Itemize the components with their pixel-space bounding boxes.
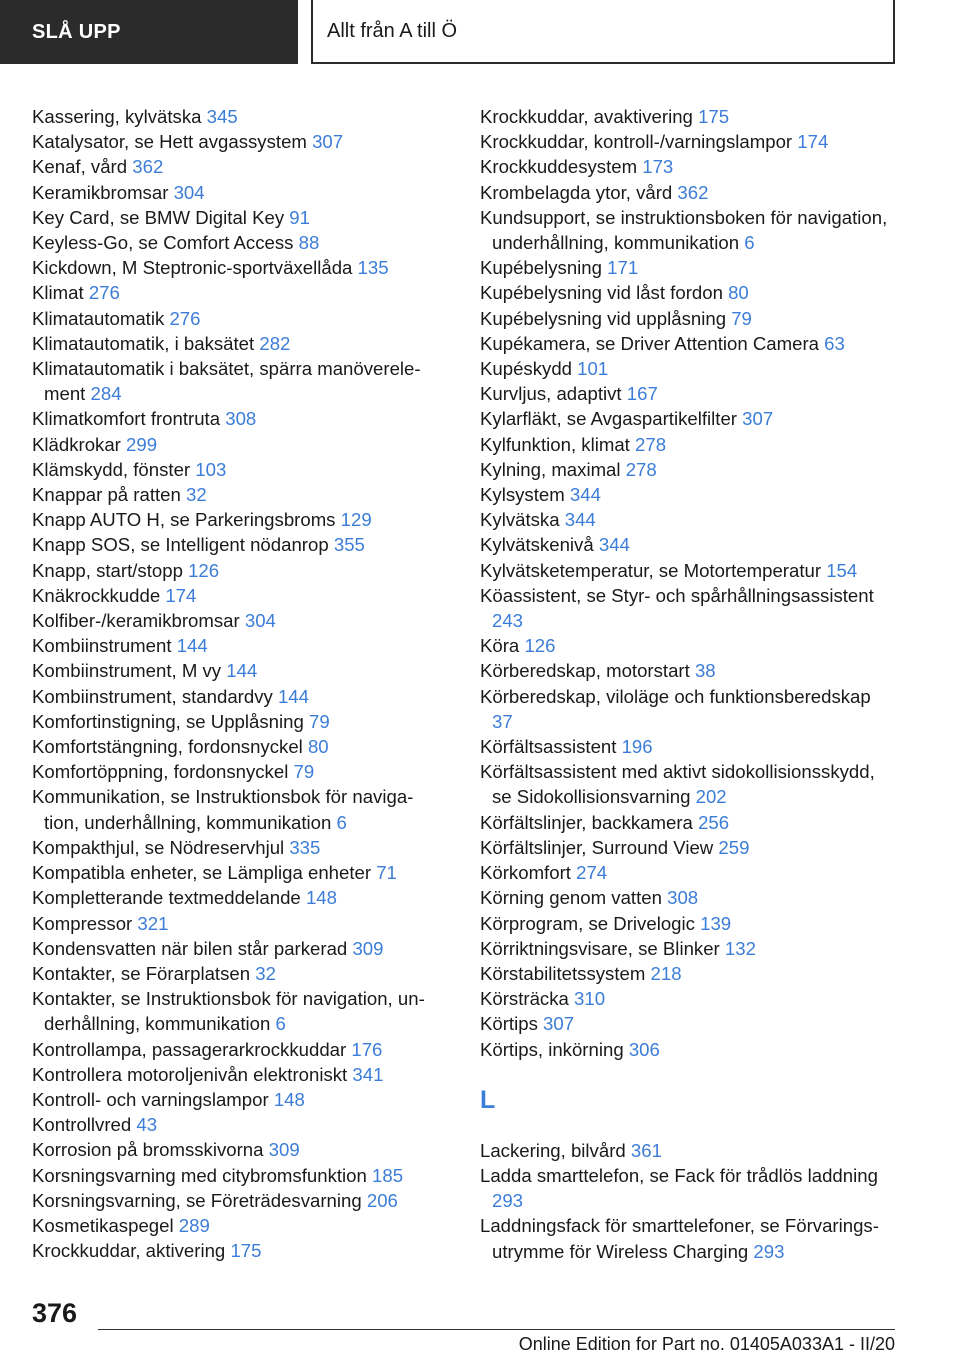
page-reference-link[interactable]: 361 bbox=[630, 1139, 662, 1161]
index-entry bbox=[480, 457, 892, 482]
page-reference-link[interactable]: 176 bbox=[351, 1038, 383, 1060]
index-entry bbox=[32, 986, 437, 1036]
index-entry-text: Körstabilitetssystem bbox=[480, 962, 646, 984]
page-reference-link[interactable]: 310 bbox=[574, 988, 606, 1010]
index-entry-text: Katalysator, se Hett avgassystem bbox=[32, 131, 307, 153]
page-reference-link[interactable]: 144 bbox=[226, 660, 258, 682]
page-reference-link[interactable]: 6 bbox=[336, 811, 347, 833]
index-entry-text: Krockkuddar, avaktivering bbox=[480, 106, 693, 127]
index-entry bbox=[480, 986, 892, 1011]
index-entry-text: Kolfiber-/keramikbromsar bbox=[32, 610, 240, 632]
page-reference-link[interactable]: 88 bbox=[298, 232, 320, 254]
page-reference-link[interactable]: 6 bbox=[744, 232, 755, 254]
index-entry-text: Kompakthjul, se Nödreservhjul bbox=[32, 836, 285, 858]
index-entry bbox=[32, 759, 437, 784]
footer-divider bbox=[98, 1329, 895, 1330]
index-entry bbox=[480, 583, 892, 633]
page-reference-link[interactable]: 335 bbox=[289, 836, 321, 858]
index-entry-text: Körning genom vatten bbox=[480, 887, 662, 909]
index-entry-text: Klimat bbox=[32, 282, 84, 304]
page-reference-link[interactable]: 304 bbox=[173, 181, 205, 203]
page-reference-link[interactable]: 344 bbox=[569, 484, 601, 506]
index-entry-text: Klädkrokar bbox=[32, 433, 121, 455]
page-reference-link[interactable]: 80 bbox=[307, 736, 329, 758]
index-entry bbox=[480, 255, 892, 280]
index-entry-text: Kombiinstrument, standardvy bbox=[32, 685, 273, 707]
index-entry-text: Kylning, maximal bbox=[480, 458, 621, 480]
index-entry bbox=[480, 734, 892, 759]
index-column-left bbox=[32, 104, 437, 1263]
page-reference-link[interactable]: 79 bbox=[731, 307, 752, 329]
index-entry bbox=[32, 583, 437, 608]
index-entry bbox=[32, 331, 437, 356]
page-reference-link[interactable]: 154 bbox=[826, 559, 858, 581]
page-reference-link[interactable]: 309 bbox=[352, 937, 384, 959]
index-entry bbox=[32, 406, 437, 431]
index-entry bbox=[32, 1062, 437, 1087]
index-entry bbox=[32, 1112, 437, 1137]
index-entry-text: Körberedskap, motorstart bbox=[480, 660, 690, 682]
index-entry-text: Körberedskap, viloläge och funktionsberedskap bbox=[480, 685, 871, 707]
page-reference-link[interactable]: 171 bbox=[607, 257, 639, 279]
index-entry bbox=[480, 381, 892, 406]
index-entry-text: Knäkrockkudde bbox=[32, 584, 161, 606]
page-reference-link[interactable]: 321 bbox=[137, 912, 169, 934]
index-entry-text: Krockkuddar, kontroll-/varningslampor bbox=[480, 131, 793, 153]
index-entry-text: Knappar på ratten bbox=[32, 484, 181, 506]
page-reference-link[interactable]: 144 bbox=[176, 635, 208, 657]
page-reference-link[interactable]: 362 bbox=[677, 181, 709, 203]
index-entry bbox=[32, 911, 437, 936]
index-entry-text: Kontrollvred bbox=[32, 1114, 132, 1136]
index-entry bbox=[32, 633, 437, 658]
page-reference-link[interactable]: 79 bbox=[293, 761, 315, 783]
index-entry bbox=[32, 1137, 437, 1162]
index-entry bbox=[32, 860, 437, 885]
index-entry bbox=[480, 356, 892, 381]
index-entry bbox=[32, 104, 437, 129]
index-entry-text: Kylvätsketemperatur, se Motortemperatur bbox=[480, 559, 822, 581]
index-entry-text: Körfältsassistent med aktivt sidokollisionsskydd, se Sidokollisionsvarning bbox=[480, 761, 875, 808]
index-entry bbox=[480, 154, 892, 179]
page-reference-link[interactable]: 174 bbox=[797, 131, 829, 153]
index-entry-text: Körfältslinjer, backkamera bbox=[480, 811, 693, 833]
index-entry-text: Krombelagda ytor, vård bbox=[480, 181, 673, 203]
index-entry-text: Ladda smarttelefon, se Fack för trådlös laddning bbox=[480, 1164, 878, 1186]
index-letter-heading: L bbox=[480, 1085, 496, 1114]
index-entry-text: Kompressor bbox=[32, 912, 133, 934]
index-entry bbox=[32, 457, 437, 482]
index-entry-text: Komfortinstigning, se Upplåsning bbox=[32, 710, 304, 732]
index-entry bbox=[480, 104, 892, 129]
index-entry-text: Kylsystem bbox=[480, 484, 565, 506]
index-entry bbox=[480, 306, 892, 331]
index-entry bbox=[32, 1213, 437, 1238]
page-reference-link[interactable]: 274 bbox=[576, 862, 608, 884]
index-entry-text: Kylvätska bbox=[480, 509, 560, 531]
index-entry-text: Kontakter, se Instruktionsbok för navigation, underhållning, kommunikation bbox=[32, 988, 425, 1035]
page-reference-link[interactable]: 355 bbox=[333, 534, 365, 556]
page-reference-link[interactable]: 196 bbox=[621, 736, 653, 758]
page-reference-link[interactable]: 276 bbox=[169, 307, 201, 329]
index-entry-text: Komfortstängning, fordonsnyckel bbox=[32, 736, 303, 758]
index-entry-text: Kompletterande textmeddelande bbox=[32, 887, 301, 909]
index-entry-text: Körkomfort bbox=[480, 862, 571, 884]
page-reference-link[interactable]: 299 bbox=[126, 433, 158, 455]
index-entry bbox=[480, 205, 892, 255]
index-entry bbox=[480, 532, 892, 557]
page-reference-link[interactable]: 148 bbox=[305, 887, 337, 909]
page-reference-link[interactable]: 63 bbox=[824, 332, 845, 354]
page-reference-link[interactable]: 344 bbox=[598, 534, 630, 556]
page-reference-link[interactable]: 309 bbox=[268, 1139, 300, 1161]
index-entry-text: Keramikbromsar bbox=[32, 181, 169, 203]
index-entry-text: Knapp, start/stopp bbox=[32, 559, 183, 581]
index-entry bbox=[32, 961, 437, 986]
index-entry-text: Klimatautomatik i baksätet, spärra manöverelement bbox=[32, 358, 421, 405]
page-reference-link[interactable]: 32 bbox=[255, 962, 276, 984]
page-reference-link[interactable]: 132 bbox=[724, 937, 756, 959]
index-entry bbox=[480, 180, 892, 205]
index-entry-text: Kupébelysning vid upplåsning bbox=[480, 307, 727, 329]
index-entry bbox=[32, 432, 437, 457]
index-entry bbox=[480, 810, 892, 835]
page-reference-link[interactable]: 103 bbox=[195, 458, 227, 480]
index-entry bbox=[480, 1138, 892, 1163]
index-entry bbox=[32, 482, 437, 507]
page-reference-link[interactable]: 175 bbox=[230, 1240, 262, 1262]
page-reference-link[interactable]: 307 bbox=[312, 131, 344, 153]
index-entry bbox=[32, 1163, 437, 1188]
index-entry-text: Lackering, bilvård bbox=[480, 1139, 626, 1161]
index-entry bbox=[32, 507, 437, 532]
index-entry-text: Klimatautomatik, i baksätet bbox=[32, 332, 255, 354]
index-entry bbox=[32, 1087, 437, 1112]
index-column-right bbox=[480, 104, 892, 1264]
page-reference-link[interactable]: 167 bbox=[626, 383, 658, 405]
index-entry-text: Köassistent, se Styr- och spårhållningsassistent bbox=[480, 584, 874, 606]
page-reference-link[interactable]: 308 bbox=[225, 408, 257, 430]
index-entry bbox=[32, 129, 437, 154]
index-entry-text: Kupébelysning vid låst fordon bbox=[480, 282, 723, 304]
index-entry-text: Laddningsfack för smarttelefoner, se Förvaringsutrymme för Wireless Charging bbox=[480, 1215, 879, 1262]
index-entry-text: Kenaf, vård bbox=[32, 156, 128, 178]
index-entry bbox=[32, 280, 437, 305]
page-reference-link[interactable]: 185 bbox=[372, 1164, 404, 1186]
index-entry-text: Kurvljus, adaptivt bbox=[480, 383, 622, 405]
page-reference-link[interactable]: 293 bbox=[753, 1240, 785, 1262]
index-entry bbox=[32, 658, 437, 683]
index-entry-text: Kombiinstrument, M vy bbox=[32, 660, 222, 682]
index-entry-text: Knapp AUTO H, se Parkeringsbroms bbox=[32, 509, 336, 531]
page-reference-link[interactable]: 278 bbox=[635, 433, 667, 455]
index-entry bbox=[480, 684, 892, 734]
index-entry bbox=[32, 205, 437, 230]
page-reference-link[interactable]: 243 bbox=[492, 610, 524, 632]
page-reference-link[interactable]: 139 bbox=[700, 912, 732, 934]
page-reference-link[interactable]: 91 bbox=[289, 206, 310, 228]
page-reference-link[interactable]: 289 bbox=[178, 1214, 210, 1236]
index-entry bbox=[32, 734, 437, 759]
page-reference-link[interactable]: 206 bbox=[366, 1189, 398, 1211]
page-reference-link[interactable]: 80 bbox=[728, 282, 749, 304]
index-entry-text: Kylfunktion, klimat bbox=[480, 433, 630, 455]
index-entry-text: Knapp SOS, se Intelligent nödanrop bbox=[32, 534, 329, 556]
section-tab[interactable]: SLÅ UPP bbox=[0, 0, 298, 64]
index-entry-text: Klämskydd, fönster bbox=[32, 458, 191, 480]
index-entry bbox=[480, 558, 892, 583]
page-reference-link[interactable]: 284 bbox=[90, 383, 122, 405]
page-reference-link[interactable]: 32 bbox=[186, 484, 207, 506]
index-entry bbox=[480, 835, 892, 860]
page-reference-link[interactable]: 344 bbox=[564, 509, 596, 531]
page-reference-link[interactable]: 6 bbox=[275, 1013, 286, 1035]
index-entry bbox=[32, 230, 437, 255]
index-entry bbox=[480, 507, 892, 532]
index-entry bbox=[480, 759, 892, 809]
index-entry-text: Kupéskydd bbox=[480, 358, 572, 380]
page-reference-link[interactable]: 175 bbox=[698, 106, 730, 127]
page-reference-link[interactable]: 38 bbox=[694, 660, 716, 682]
index-entry bbox=[480, 1163, 892, 1213]
index-entry bbox=[32, 835, 437, 860]
index-entry bbox=[480, 885, 892, 910]
page-reference-link[interactable]: 144 bbox=[277, 685, 309, 707]
index-entry bbox=[32, 558, 437, 583]
page-reference-link[interactable]: 129 bbox=[340, 509, 372, 531]
index-entry-text: Korrosion på bromsskivorna bbox=[32, 1139, 264, 1161]
page-reference-link[interactable]: 341 bbox=[352, 1063, 384, 1085]
index-entry-text: Kupékamera, se Driver Attention Camera bbox=[480, 332, 819, 354]
index-entry-text: Kontakter, se Förarplatsen bbox=[32, 962, 251, 984]
index-entry-text: Kontrollampa, passagerarkrockkuddar bbox=[32, 1038, 347, 1060]
index-entry bbox=[32, 608, 437, 633]
index-entry-text: Körprogram, se Drivelogic bbox=[480, 912, 695, 934]
page-reference-link[interactable]: 202 bbox=[695, 786, 727, 808]
index-entry-text: Kontroll- och varningslampor bbox=[32, 1088, 269, 1110]
index-entry-text: Kommunikation, se Instruktionsbok för navigation, underhållning, kommunikation bbox=[32, 786, 414, 833]
index-entry-text: Keyless-Go, se Comfort Access bbox=[32, 232, 294, 254]
index-entry bbox=[480, 1011, 892, 1036]
page-reference-link[interactable]: 173 bbox=[642, 156, 674, 178]
page-reference-link[interactable]: 71 bbox=[376, 862, 397, 884]
index-entry-text: Kombiinstrument bbox=[32, 635, 172, 657]
index-entry bbox=[480, 482, 892, 507]
index-entry-text: Kassering, kylvätska bbox=[32, 106, 202, 127]
page-reference-link[interactable]: 306 bbox=[628, 1038, 660, 1060]
index-entry-text: Körsträcka bbox=[480, 988, 569, 1010]
index-entry-text: Klimatautomatik bbox=[32, 307, 165, 329]
index-entry bbox=[32, 709, 437, 734]
index-entry-text: Körtips bbox=[480, 1013, 538, 1035]
index-entry-text: Kosmetikaspegel bbox=[32, 1214, 174, 1236]
index-entry bbox=[32, 784, 437, 834]
page-reference-link[interactable]: 174 bbox=[165, 584, 197, 606]
index-entry-text: Kylarfläkt, se Avgaspartikelfilter bbox=[480, 408, 737, 430]
index-entry-text: Kondensvatten när bilen står parkerad bbox=[32, 937, 348, 959]
index-entry-text: Kontrollera motoroljenivån elektroniskt bbox=[32, 1063, 348, 1085]
index-entry bbox=[480, 1037, 892, 1062]
page-reference-link[interactable]: 256 bbox=[698, 811, 730, 833]
index-entry-text: Korsningsvarning med citybromsfunktion bbox=[32, 1164, 367, 1186]
page-reference-link[interactable]: 278 bbox=[625, 458, 657, 480]
page-reference-link[interactable]: 282 bbox=[259, 332, 291, 354]
page-reference-link[interactable]: 308 bbox=[667, 887, 699, 909]
page-reference-link[interactable]: 259 bbox=[718, 836, 750, 858]
index-entry-text: Kupébelysning bbox=[480, 257, 602, 279]
index-entry bbox=[480, 432, 892, 457]
page-reference-link[interactable]: 43 bbox=[136, 1114, 158, 1136]
index-entry bbox=[32, 180, 437, 205]
index-entry-text: Kundsupport, se instruktionsboken för navigation, underhållning, kommunikation bbox=[480, 206, 888, 254]
index-entry-text: Krockkuddar, aktivering bbox=[32, 1240, 226, 1262]
index-entry bbox=[32, 684, 437, 709]
page-number: 376 bbox=[32, 1298, 78, 1328]
index-entry bbox=[32, 885, 437, 910]
index-entry bbox=[32, 532, 437, 557]
page-reference-link[interactable]: 307 bbox=[742, 408, 774, 430]
page-reference-link[interactable]: 148 bbox=[273, 1088, 305, 1110]
page-reference-link[interactable]: 362 bbox=[132, 156, 164, 178]
index-entry bbox=[480, 961, 892, 986]
index-entry bbox=[480, 860, 892, 885]
index-entry-text: Körtips, inkörning bbox=[480, 1038, 624, 1060]
index-entry bbox=[480, 1213, 892, 1263]
page-reference-link[interactable]: 304 bbox=[244, 610, 276, 632]
page-reference-link[interactable]: 293 bbox=[492, 1190, 524, 1212]
index-entry bbox=[32, 255, 437, 280]
index-entry bbox=[480, 129, 892, 154]
page-reference-link[interactable]: 37 bbox=[492, 710, 513, 732]
page-reference-link[interactable]: 79 bbox=[309, 710, 330, 732]
index-entry-text: Körfältslinjer, Surround View bbox=[480, 836, 714, 858]
page-header bbox=[0, 0, 960, 66]
page-reference-link[interactable]: 126 bbox=[524, 635, 556, 657]
index-entry-text: Körriktningsvisare, se Blinker bbox=[480, 937, 720, 959]
edition-footer: Online Edition for Part no. 01405A033A1 - II/20 bbox=[518, 1334, 895, 1354]
index-entry-text: Kickdown, M Steptronic-sportväxellåda bbox=[32, 257, 353, 279]
index-entry-text: Kompatibla enheter, se Lämpliga enheter bbox=[32, 862, 372, 884]
index-entry bbox=[480, 406, 892, 431]
index-entry bbox=[32, 1188, 437, 1213]
page-reference-link[interactable]: 126 bbox=[188, 559, 220, 581]
index-entry bbox=[32, 1037, 437, 1062]
index-entry-text: Komfortöppning, fordonsnyckel bbox=[32, 761, 289, 783]
index-entry bbox=[32, 1238, 437, 1263]
index-entry-text: Klimatkomfort frontruta bbox=[32, 408, 221, 430]
page-reference-link[interactable]: 218 bbox=[650, 962, 682, 984]
index-entry-text: Krockkuddesystem bbox=[480, 156, 638, 178]
index-entry bbox=[32, 356, 437, 406]
index-entry-text: Köra bbox=[480, 635, 520, 657]
page-reference-link[interactable]: 135 bbox=[357, 257, 389, 279]
index-entry bbox=[480, 280, 892, 305]
index-entry-text: Kylvätskenivå bbox=[480, 534, 594, 556]
index-entry bbox=[480, 911, 892, 936]
index-entry-text: Körfältsassistent bbox=[480, 736, 617, 758]
page-reference-link[interactable]: 276 bbox=[88, 282, 120, 304]
chapter-title: Allt från A till Ö bbox=[311, 0, 895, 64]
index-entry bbox=[480, 633, 892, 658]
page-reference-link[interactable]: 101 bbox=[577, 358, 609, 380]
index-entry-text: Korsningsvarning, se Företrädesvarning bbox=[32, 1189, 362, 1211]
index-entry bbox=[480, 658, 892, 683]
index-entry bbox=[32, 154, 437, 179]
page-reference-link[interactable]: 345 bbox=[206, 106, 238, 127]
page-reference-link[interactable]: 307 bbox=[543, 1013, 575, 1035]
index-entry-text: Key Card, se BMW Digital Key bbox=[32, 206, 285, 228]
index-entry bbox=[480, 331, 892, 356]
index-entry bbox=[32, 306, 437, 331]
index-entry bbox=[480, 936, 892, 961]
index-entry bbox=[32, 936, 437, 961]
